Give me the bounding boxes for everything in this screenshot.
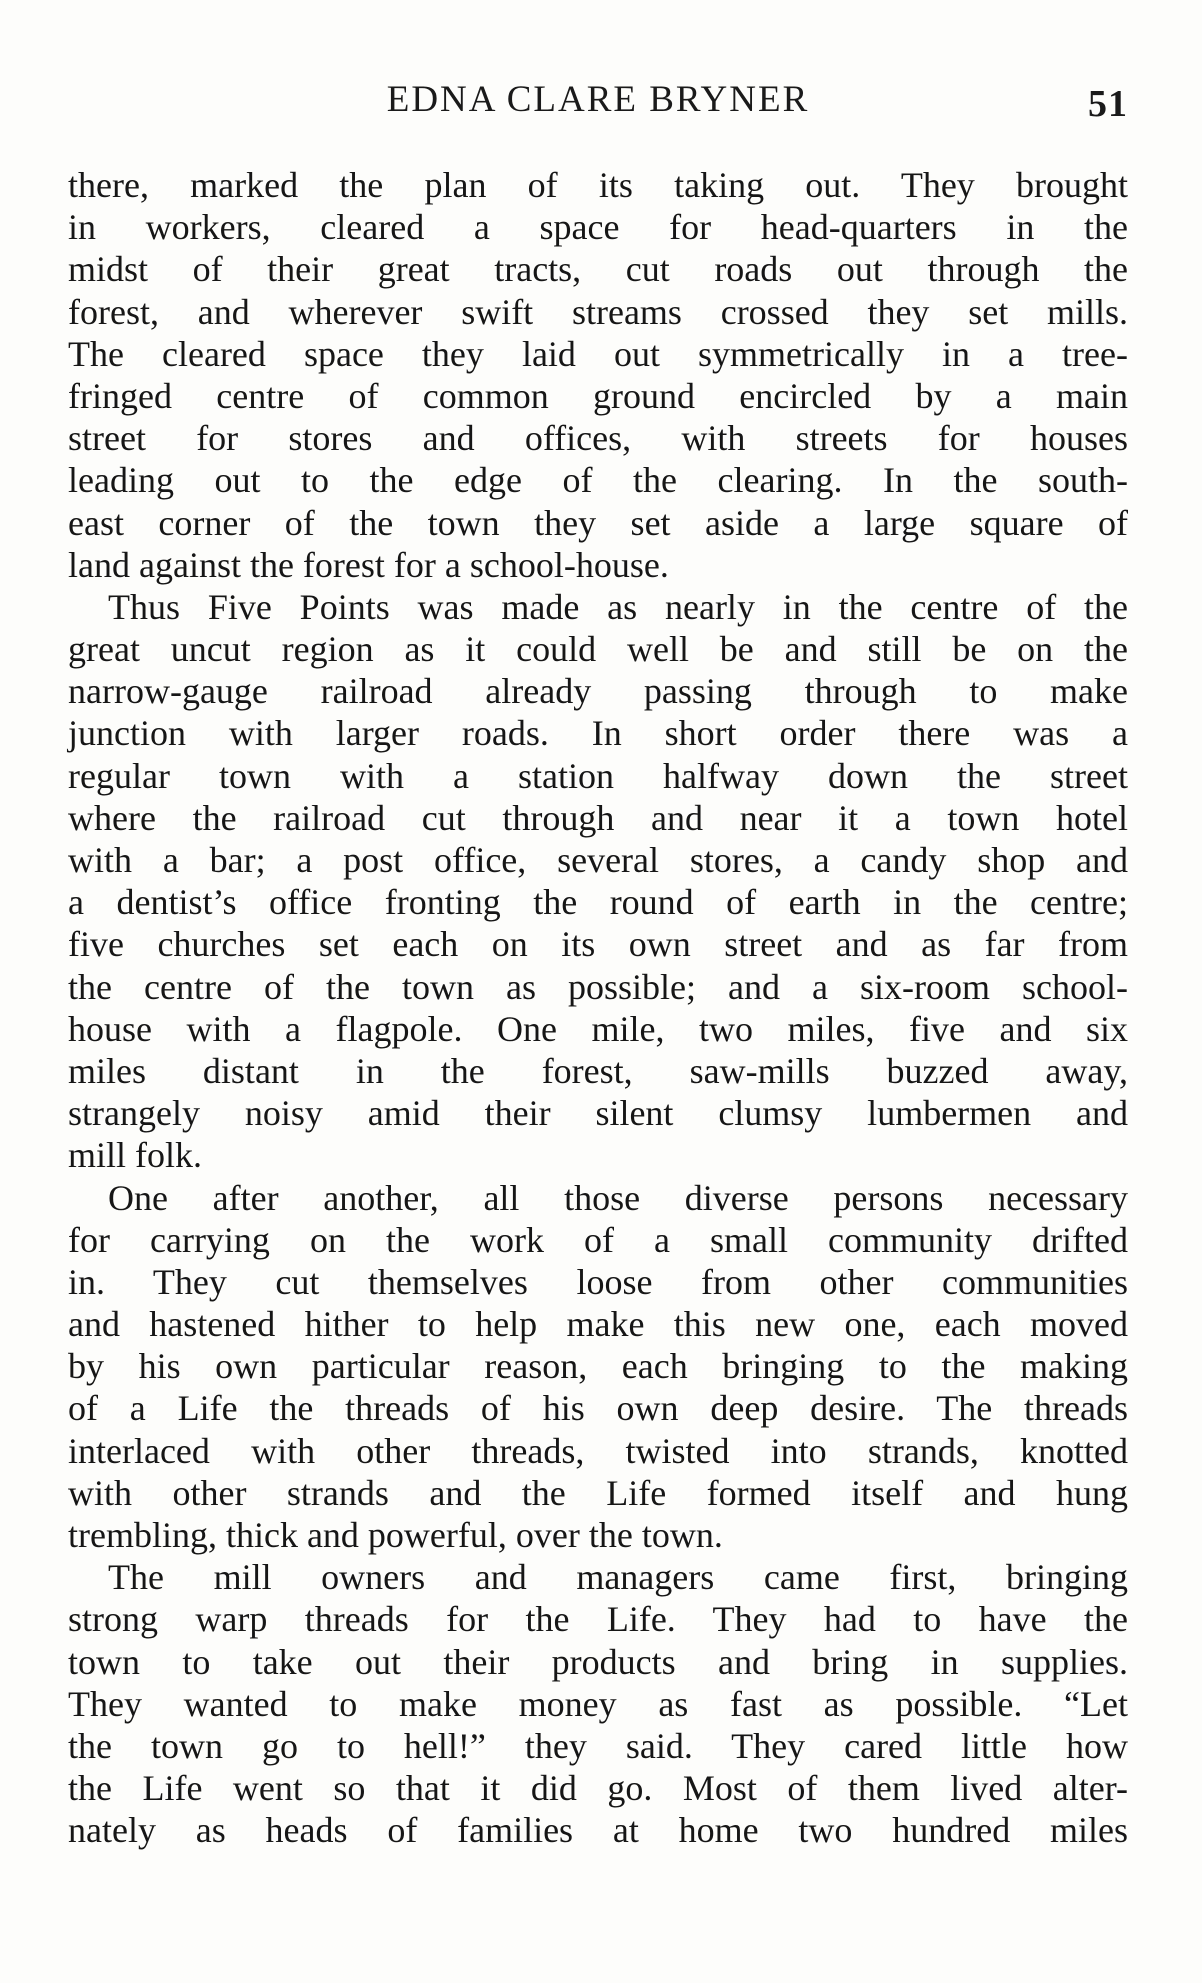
text-line: the town go to hell!” they said. They cared little how [68, 1725, 1128, 1766]
text-line: the centre of the town as possible; and a six-room school- [68, 966, 1128, 1007]
text-line: nately as heads of families at home two hundred miles [68, 1810, 1128, 1851]
text-line: One after another, all those diverse persons necessary [108, 1177, 1128, 1218]
body-text [68, 164, 1128, 1852]
text-line: midst of their great tracts, cut roads out through the [68, 249, 1128, 290]
text-line: street for stores and offices, with streets for houses [68, 418, 1128, 459]
text-line: five churches set each on its own street and as far from [68, 924, 1128, 965]
text-line: the Life went so that it did go. Most of them lived alter- [68, 1768, 1128, 1809]
text-line: house with a flagpole. One mile, two miles, five and six [68, 1008, 1128, 1049]
text-line: junction with larger roads. In short order there was a [68, 713, 1128, 754]
text-line: Thus Five Points was made as nearly in the centre of the [108, 586, 1128, 627]
text-line: with other strands and the Life formed itself and hung [68, 1472, 1128, 1513]
text-line: strangely noisy amid their silent clumsy lumbermen and [68, 1093, 1128, 1134]
text-line: miles distant in the forest, saw-mills buzzed away, [68, 1050, 1128, 1091]
text-line: strong warp threads for the Life. They had to have the [68, 1599, 1128, 1640]
text-line: The mill owners and managers came first, bringing [108, 1557, 1128, 1598]
paragraph [68, 1177, 1128, 1557]
text-line: leading out to the edge of the clearing. In the south- [68, 460, 1128, 501]
text-line: fringed centre of common ground encircled by a main [68, 375, 1128, 416]
text-line: in. They cut themselves loose from other communities [68, 1261, 1128, 1302]
text-line: where the railroad cut through and near it a town hotel [68, 797, 1128, 838]
paragraph [68, 164, 1128, 586]
text-line: a dentist’s office fronting the round of earth in the centre; [68, 882, 1128, 923]
running-head: EDNA CLARE BRYNER [386, 79, 810, 120]
text-line: in workers, cleared a space for head-quarters in the [68, 207, 1128, 248]
text-line: by his own particular reason, each bringing to the making [68, 1346, 1128, 1387]
text-line: town to take out their products and bring in supplies. [68, 1641, 1128, 1682]
page-header [68, 72, 1128, 132]
paragraph [68, 586, 1128, 1177]
text-line: of a Life the threads of his own deep desire. The threads [68, 1388, 1128, 1429]
paragraph [68, 1556, 1128, 1851]
text-line: great uncut region as it could well be and still be on the [68, 629, 1128, 670]
text-line: with a bar; a post office, several stores, a candy shop and [68, 840, 1128, 880]
text-line: land against the forest for a school-house. [68, 544, 669, 585]
text-line: and hastened hither to help make this new one, each moved [68, 1304, 1128, 1345]
text-line: there, marked the plan of its taking out. They brought [68, 165, 1128, 205]
page-number: 51 [1088, 83, 1128, 125]
text-line: They wanted to make money as fast as possible. “Let [68, 1683, 1128, 1724]
text-line: interlaced with other threads, twisted into strands, knotted [68, 1430, 1128, 1471]
text-line: forest, and wherever swift streams crossed they set mills. [68, 291, 1128, 332]
text-line: mill folk. [68, 1135, 202, 1176]
text-line: trembling, thick and powerful, over the town. [68, 1515, 723, 1555]
text-line: The cleared space they laid out symmetrically in a tree- [68, 333, 1128, 374]
text-line: for carrying on the work of a small community drifted [68, 1219, 1128, 1260]
text-line: east corner of the town they set aside a large square of [68, 502, 1128, 543]
text-line: regular town with a station halfway down the street [68, 755, 1128, 796]
text-line: narrow-gauge railroad already passing through to make [68, 671, 1128, 712]
